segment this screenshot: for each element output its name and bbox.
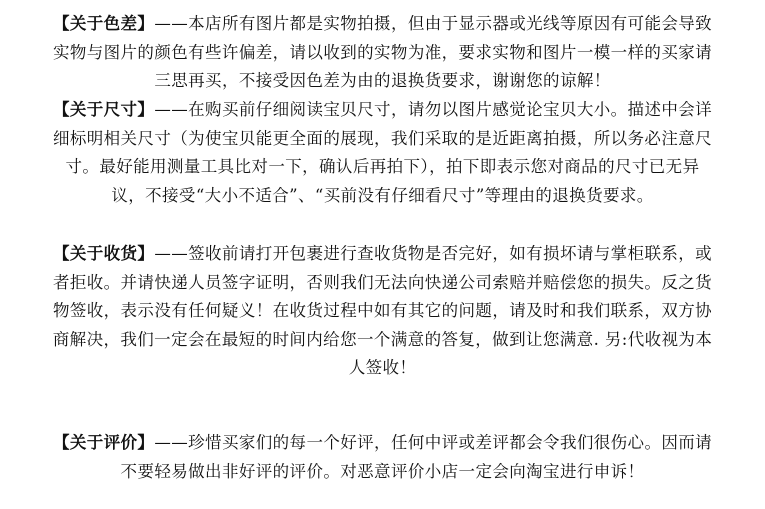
- section-text-line: 细标明相关尺寸（为使宝贝能更全面的展现，我们采取的是近距离拍摄，所以务必注意尺: [52, 128, 713, 148]
- section-text-line: 不要轻易做出非好评的评价。对恶意评价小店一定会向淘宝进行申诉！: [120, 461, 645, 481]
- receiving-goods-section: [0, 240, 765, 383]
- size-section: [0, 96, 765, 210]
- section-text-line: ——珍惜买家们的每一个好评，任何中评或差评都会令我们很伤心。因而请: [154, 433, 713, 452]
- section-text-line: ——本店所有图片都是实物拍摄，但由于显示器或光线等原因有可能会导致: [154, 14, 713, 33]
- section-heading: 【关于评价】: [52, 433, 155, 452]
- section-heading: 【关于尺寸】: [52, 100, 155, 119]
- section-heading: 【关于色差】: [52, 14, 155, 33]
- section-text-line: 人签收！: [348, 358, 417, 377]
- section-text-line: ——签收前请打开包裹进行查收货物是否完好，如有损坏请与掌柜联系，或: [154, 244, 713, 263]
- section-first-line: [0, 240, 765, 269]
- review-section: [0, 429, 765, 486]
- section-text-line: 实物与图片的颜色有些许偏差，请以收到的实物为准，要求实物和图片一模一样的买家请: [52, 42, 713, 62]
- section-text-line: 者拒收。并请快递人员签字证明，否则我们无法向快递公司索赔并赔偿您的损失。反之货: [52, 272, 713, 292]
- section-text-line: 物签收，表示没有任何疑义！在收货过程中如有其它的问题，请及时和我们联系，双方协: [52, 301, 713, 320]
- section-text-line: 三思再买，不接受因色差为由的退换货要求，谢谢您的谅解！: [154, 71, 611, 90]
- color-difference-section: [0, 10, 765, 96]
- section-first-line: [0, 96, 765, 125]
- section-text-line: ——在购买前仔细阅读宝贝尺寸，请勿以图片感觉论宝贝大小。描述中会详: [154, 100, 713, 119]
- section-first-line: [0, 429, 765, 458]
- section-text-line: 议，不接受“大小不适合”、“买前没有仔细看尺寸”等理由的退换货要求。: [111, 185, 654, 205]
- section-first-line: [0, 10, 765, 39]
- section-text-line: 商解决，我们一定会在最短的时间内给您一个满意的答复，做到让您满意. 另:代收视为本: [52, 329, 713, 349]
- section-text-line: 寸。最好能用测量工具比对一下，确认后再拍下），拍下即表示您对商品的尺寸已无异: [65, 157, 700, 176]
- section-heading: 【关于收货】: [52, 244, 155, 263]
